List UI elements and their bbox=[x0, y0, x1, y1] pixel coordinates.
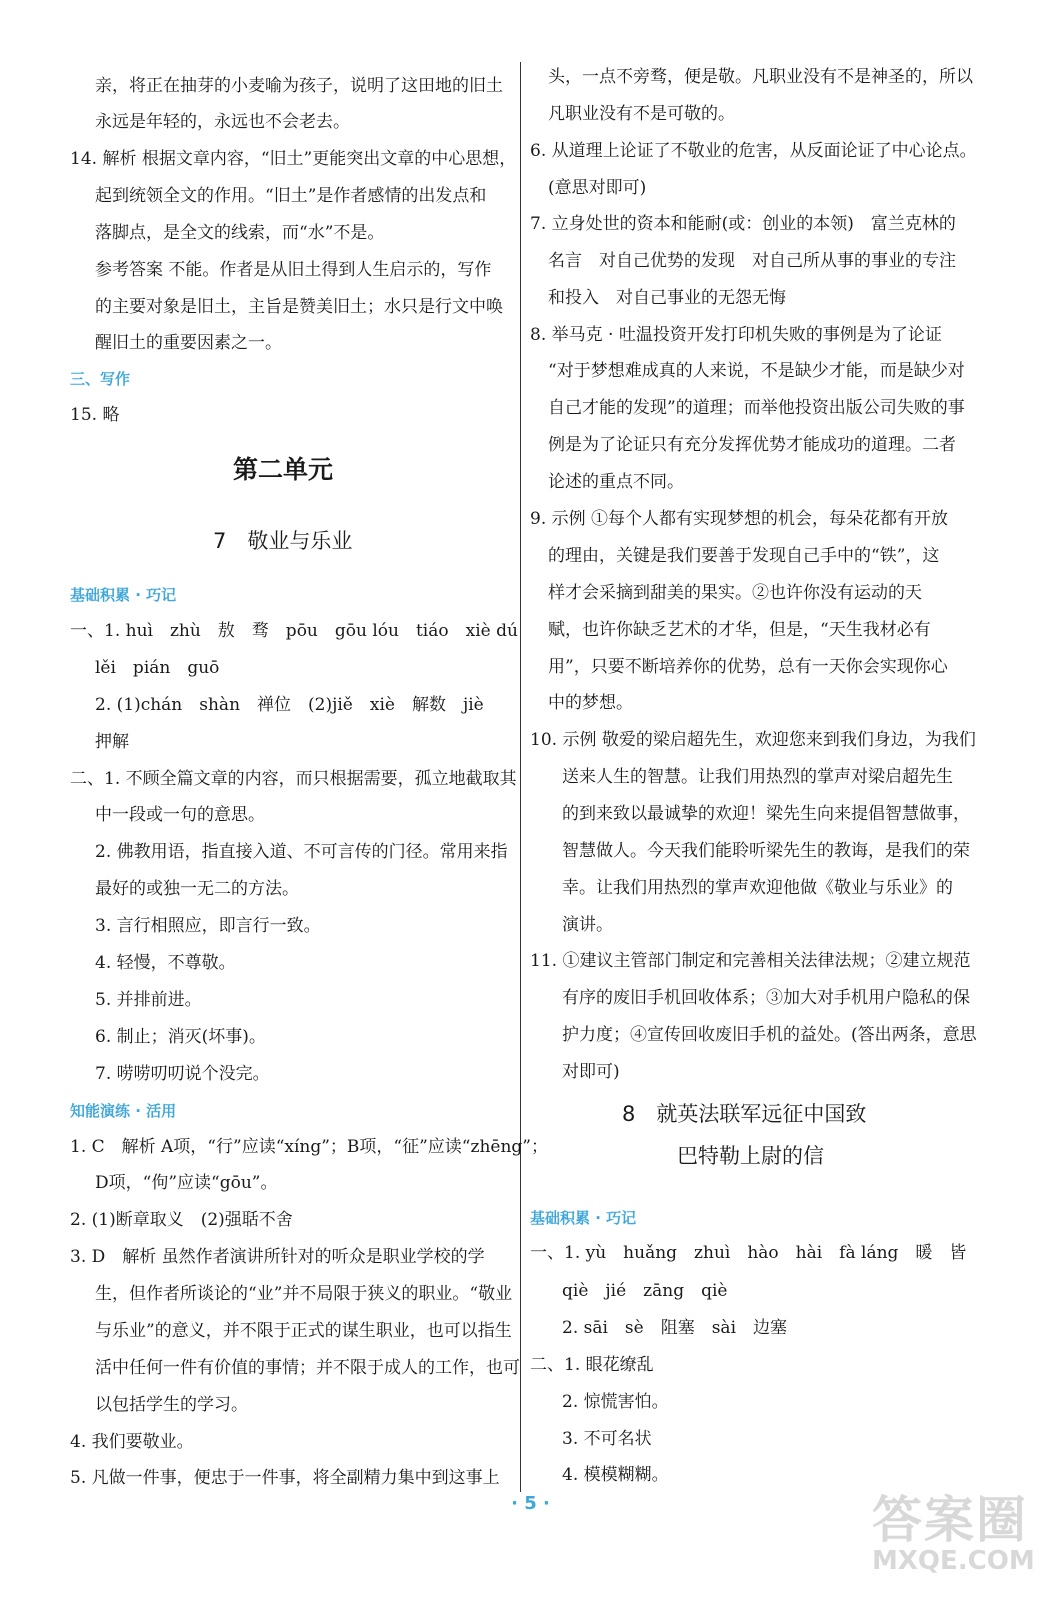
text-line: (意思对即可) bbox=[548, 178, 647, 198]
watermark-logo bbox=[872, 1480, 1035, 1590]
watermark-text: 答案圈 bbox=[872, 1491, 1028, 1549]
text-line: 生，但作者所谈论的“业”并不局限于狭义的职业。“敬业 bbox=[95, 1284, 513, 1304]
text-line: 3. D 解析 虽然作者演讲所针对的听众是职业学校的学 bbox=[70, 1247, 485, 1267]
text-line: 样才会采摘到甜美的果实。②也许你没有运动的天 bbox=[548, 583, 922, 603]
text-line: 送来人生的智慧。让我们用热烈的掌声对梁启超先生 bbox=[562, 767, 953, 787]
text-line: 最好的或独一无二的方法。 bbox=[95, 879, 299, 899]
text-line: 论述的重点不同。 bbox=[548, 472, 684, 492]
text-line: 11. ①建议主管部门制定和完善相关法律法规；②建立规范 bbox=[530, 951, 971, 971]
text-line: 中的梦想。 bbox=[548, 693, 633, 713]
text-line: 一、1. yù huǎng zhuì hào hài fà láng 暖 皆 bbox=[530, 1243, 967, 1263]
text-line: 护力度；④宣传回收废旧手机的益处。(答出两条，意思 bbox=[562, 1025, 977, 1045]
text-line: 5. 并排前进。 bbox=[95, 990, 202, 1010]
text-line: 2. (1)chán shàn 禅位 (2)jiě xiè 解数 jiè bbox=[95, 695, 484, 715]
lesson-title-8-line1: 8 就英法联军远征中国致 bbox=[622, 1102, 867, 1126]
text-line: 4. 轻慢，不尊敬。 bbox=[95, 953, 236, 973]
text-line: 与乐业”的意义，并不限于正式的谋生职业，也可以指生 bbox=[95, 1321, 512, 1341]
text-line: 醒旧土的重要因素之一。 bbox=[95, 333, 282, 353]
text-line: 用”，只要不断培养你的优势，总有一天你会实现你心 bbox=[548, 657, 948, 677]
text-line: 3. 不可名状 bbox=[562, 1429, 652, 1449]
page-number: · 5 · bbox=[511, 1493, 550, 1514]
text-line: 的主要对象是旧土，主旨是赞美旧土；水只是行文中唤 bbox=[95, 297, 503, 317]
text-line: 二、1. 眼花缭乱 bbox=[530, 1355, 654, 1375]
text-line: 7. 唠唠叨叨说个没完。 bbox=[95, 1064, 270, 1084]
text-line: 1. C 解析 A项，“行”应读“xíng”；B项，“征”应读“zhēng”； bbox=[70, 1137, 548, 1157]
watermark-url: MXQE.COM bbox=[872, 1546, 1035, 1576]
text-line: 以包括学生的学习。 bbox=[95, 1395, 248, 1415]
section-heading: 基础积累 · 巧记 bbox=[530, 1209, 637, 1227]
text-line: 14. 解析 根据文章内容，“旧土”更能突出文章的中心思想， bbox=[70, 149, 517, 169]
text-line: 的到来致以最诚挚的欢迎！梁先生向来提倡智慧做事， bbox=[562, 804, 970, 824]
text-line: 自己才能的发现”的道理；而举他投资出版公司失败的事 bbox=[548, 398, 965, 418]
text-line: 3. 言行相照应，即言行一致。 bbox=[95, 916, 321, 936]
text-line: 智慧做人。今天我们能聆听梁先生的教诲，是我们的荣 bbox=[562, 841, 970, 861]
text-line: 起到统领全文的作用。“旧土”是作者感情的出发点和 bbox=[95, 186, 487, 206]
text-line: 有序的废旧手机回收体系；③加大对手机用户隐私的保 bbox=[562, 988, 970, 1008]
text-line: 中一段或一句的意思。 bbox=[95, 805, 265, 825]
text-line: 参考答案 不能。作者是从旧土得到人生启示的，写作 bbox=[95, 260, 492, 280]
text-line: 2. 佛教用语，指直接入道、不可言传的门径。常用来指 bbox=[95, 842, 508, 862]
text-line: 6. 制止；消灭(坏事)。 bbox=[95, 1027, 266, 1047]
text-line: 9. 示例 ①每个人都有实现梦想的机会，每朵花都有开放 bbox=[530, 509, 949, 529]
text-line: “对于梦想难成真的人来说，不是缺少才能，而是缺少对 bbox=[548, 361, 965, 381]
text-line: 和投入 对自己事业的无怨无悔 bbox=[548, 288, 786, 308]
text-line: 15. 略 bbox=[70, 405, 120, 425]
lesson-title-8-line2: 巴特勒上尉的信 bbox=[677, 1144, 824, 1168]
section-heading: 三、写作 bbox=[70, 370, 131, 388]
column-divider bbox=[520, 62, 521, 1492]
section-heading: 知能演练 · 活用 bbox=[70, 1102, 177, 1120]
text-line: 4. 模模糊糊。 bbox=[562, 1465, 669, 1485]
text-line: 6. 从道理上论证了不敬业的危害，从反面论证了中心论点。 bbox=[530, 141, 977, 161]
text-line: 押解 bbox=[95, 732, 129, 752]
text-line: 赋，也许你缺乏艺术的才华，但是，“天生我材必有 bbox=[548, 620, 931, 640]
text-line: 例是为了论证只有充分发挥优势才能成功的道理。二者 bbox=[548, 435, 956, 455]
text-line: 5. 凡做一件事，便忠于一件事，将全副精力集中到这事上 bbox=[70, 1468, 500, 1488]
text-line: 永远是年轻的，永远也不会老去。 bbox=[95, 112, 350, 132]
text-line: 7. 立身处世的资本和能耐(或：创业的本领) 富兰克林的 bbox=[530, 214, 956, 234]
text-line: 2. 惊慌害怕。 bbox=[562, 1392, 669, 1412]
text-line: 对即可) bbox=[562, 1062, 620, 1082]
text-line: lěi pián guō bbox=[95, 658, 220, 678]
text-line: 8. 举马克 · 吐温投资开发打印机失败的事例是为了论证 bbox=[530, 325, 942, 345]
text-line: qiè jié zāng qiè bbox=[562, 1281, 728, 1301]
text-line: 幸。让我们用热烈的掌声欢迎他做《敬业与乐业》的 bbox=[562, 878, 953, 898]
text-line: 的理由，关键是我们要善于发现自己手中的“铁”，这 bbox=[548, 546, 940, 566]
text-line: 演讲。 bbox=[562, 915, 613, 935]
text-line: 凡职业没有不是可敬的。 bbox=[548, 104, 735, 124]
text-line: 头，一点不旁骛，便是敬。凡职业没有不是神圣的，所以 bbox=[548, 67, 973, 87]
unit-title: 第二单元 bbox=[233, 455, 334, 484]
text-line: 亲，将正在抽芽的小麦喻为孩子，说明了这田地的旧土 bbox=[95, 76, 503, 96]
text-line: 落脚点，是全文的线索，而“水”不是。 bbox=[95, 223, 385, 243]
text-line: 活中任何一件有价值的事情；并不限于成人的工作，也可 bbox=[95, 1358, 520, 1378]
lesson-title-7: 7 敬业与乐业 bbox=[213, 529, 353, 553]
text-line: 10. 示例 敬爱的梁启超先生，欢迎您来到我们身边，为我们 bbox=[530, 730, 976, 750]
text-line: 二、1. 不顾全篇文章的内容，而只根据需要，孤立地截取其 bbox=[70, 769, 517, 789]
text-line: 一、1. huì zhù 敖 骛 pōu gōu lóu tiáo xiè dú bbox=[70, 621, 518, 641]
text-line: 2. (1)断章取义 (2)强聒不舍 bbox=[70, 1210, 293, 1230]
text-line: 名言 对自己优势的发现 对自己所从事的事业的专注 bbox=[548, 251, 956, 271]
section-heading: 基础积累 · 巧记 bbox=[70, 586, 177, 604]
text-line: D项，“佝”应读“gōu”。 bbox=[95, 1173, 278, 1193]
text-line: 4. 我们要敬业。 bbox=[70, 1432, 194, 1452]
text-line: 2. sāi sè 阻塞 sài 边塞 bbox=[562, 1318, 788, 1338]
